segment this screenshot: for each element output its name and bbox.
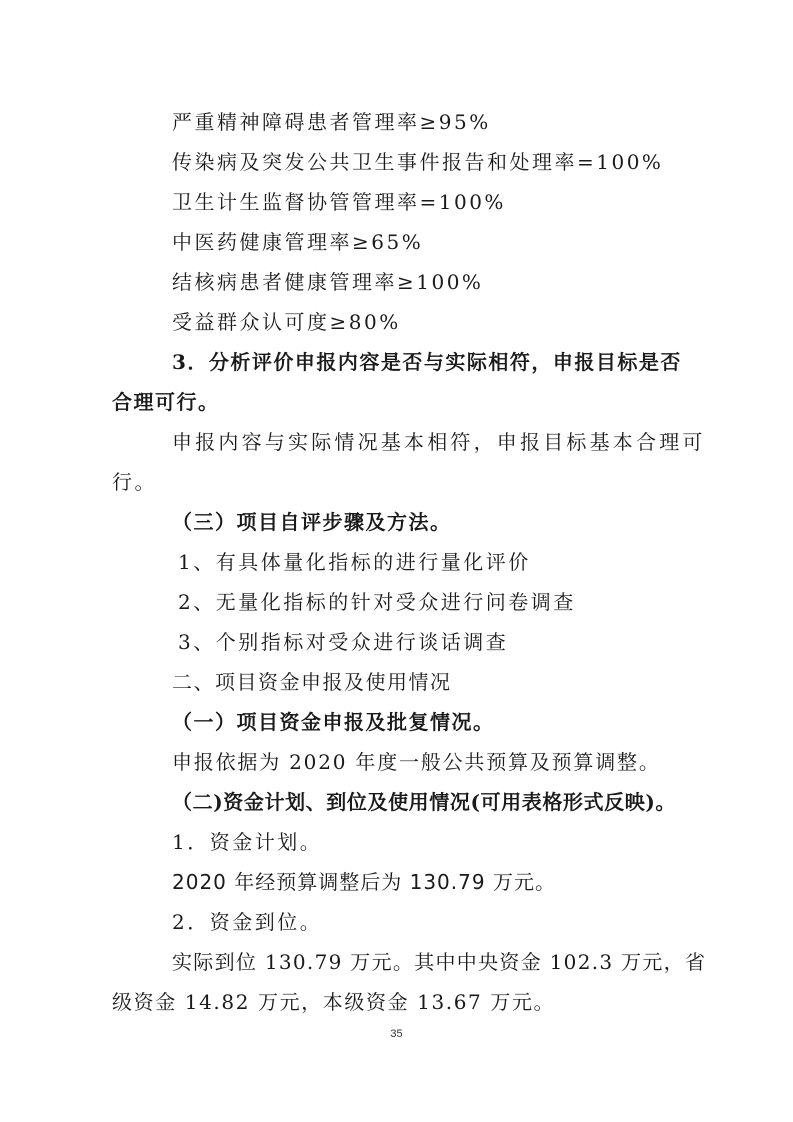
metric-severe-mental: 严重精神障碍患者管理率≥95%: [172, 110, 491, 134]
part2-sub2-heading: （二)资金计划、到位及使用情况(可用表格形式反映)。: [172, 790, 676, 814]
self-eval-item-2: 2、无量化指标的针对受众进行问卷调查: [178, 590, 576, 614]
fund-plan-body: 2020 年经预算调整后为 130.79 万元。: [172, 870, 556, 894]
metric-health-supervision: 卫生计生监督协管管理率=100%: [172, 190, 506, 214]
fund-arrival-body-line1: 实际到位 130.79 万元。其中中央资金 102.3 万元，省: [172, 950, 707, 974]
self-eval-item-3: 3、个别指标对受众进行谈话调查: [178, 630, 509, 654]
metric-tuberculosis: 结核病患者健康管理率≥100%: [172, 270, 484, 294]
section3-heading-line2: 合理可行。: [112, 390, 220, 414]
metric-satisfaction: 受益群众认可度≥80%: [172, 310, 401, 334]
part2-heading: 二、项目资金申报及使用情况: [172, 670, 452, 694]
page-number: 35: [390, 1028, 403, 1040]
part2-sub1-heading: （一）项目资金申报及批复情况。: [172, 710, 495, 734]
metric-tcm-health: 中医药健康管理率≥65%: [172, 230, 424, 254]
self-eval-heading: （三）项目自评步骤及方法。: [172, 510, 452, 534]
part2-sub1-body: 申报依据为 2020 年度一般公共预算及预算调整。: [172, 750, 661, 774]
self-eval-item-1: 1、有具体量化指标的进行量化评价: [178, 550, 531, 574]
fund-arrival-label: 2．资金到位。: [172, 910, 323, 934]
fund-arrival-body-line2: 级资金 14.82 万元，本级资金 13.67 万元。: [112, 990, 556, 1014]
section3-heading-line1: 3．分析评价申报内容是否与实际相符，申报目标是否: [172, 350, 682, 374]
section3-body-line2: 行。: [112, 470, 157, 494]
fund-plan-label: 1．资金计划。: [172, 830, 323, 854]
section3-body-line1: 申报内容与实际情况基本相符，申报目标基本合理可: [172, 430, 706, 454]
metric-infectious-disease: 传染病及突发公共卫生事件报告和处理率=100%: [172, 150, 664, 174]
